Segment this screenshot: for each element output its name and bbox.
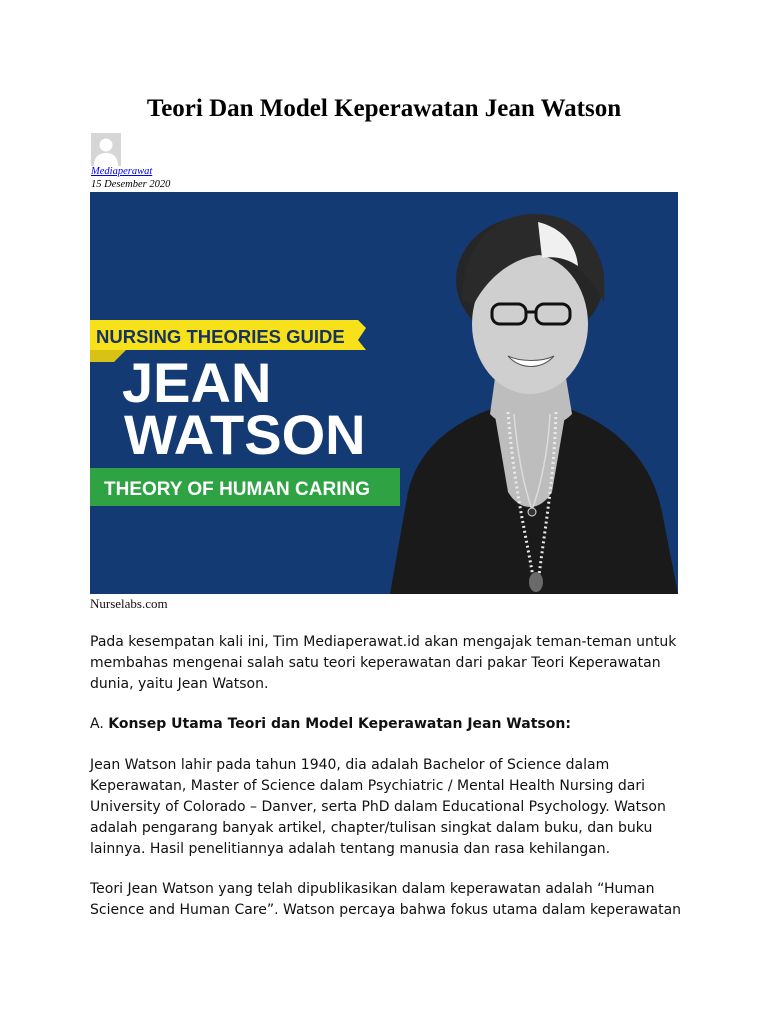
avatar-placeholder-icon [91,133,121,166]
banner-human-caring [90,468,400,506]
banner-bottom-text: THEORY OF HUMAN CARING [104,479,370,500]
paragraph-intro: Pada kesempatan kali ini, Tim Mediaperawat.id akan mengajak teman-teman untuk membahas mengenai salah satu teori keperawatan dari pakar Teori Keperawatan dunia, yaitu Jean Watson. [90,634,677,692]
section-heading-text: Konsep Utama Teori dan Model Keperawatan Jean Watson: [108,716,571,732]
paragraph-theory: Teori Jean Watson yang telah dipublikasikan dalam keperawatan adalah “Human Science and Human Care”. Watson percaya bahwa fokus utama dalam keperawatan [90,881,682,918]
banner-top-text: NURSING THEORIES GUIDE [96,326,345,347]
paragraph-biography: Jean Watson lahir pada tahun 1940, dia adalah Bachelor of Science dalam Keperawatan, Master of Science dalam Psychiatric / Mental Health Nursing dari University of Colorado – Danver, serta PhD dalam Educational Psychology. Watson adalah pengarang banyak artikel, chapter/tulisan singkat dalam buku, dan buku lainnya. Hasil penelitiannya adalah tentang manusia dan rasa kehilangan. [90,757,666,857]
article-title: Teori Dan Model Keperawatan Jean Watson [146,95,622,122]
image-caption: Nurselabs.com [90,596,168,611]
hero-name-line1: JEAN [122,351,272,414]
section-heading-prefix: A. [90,716,109,732]
hero-name-line2: WATSON [124,403,366,466]
section-heading [90,714,690,735]
publish-date: 15 Desember 2020 [91,179,171,190]
author-avatar[interactable] [91,133,121,166]
author-link[interactable]: Mediaperawat [91,166,153,177]
hero-image [90,192,678,594]
